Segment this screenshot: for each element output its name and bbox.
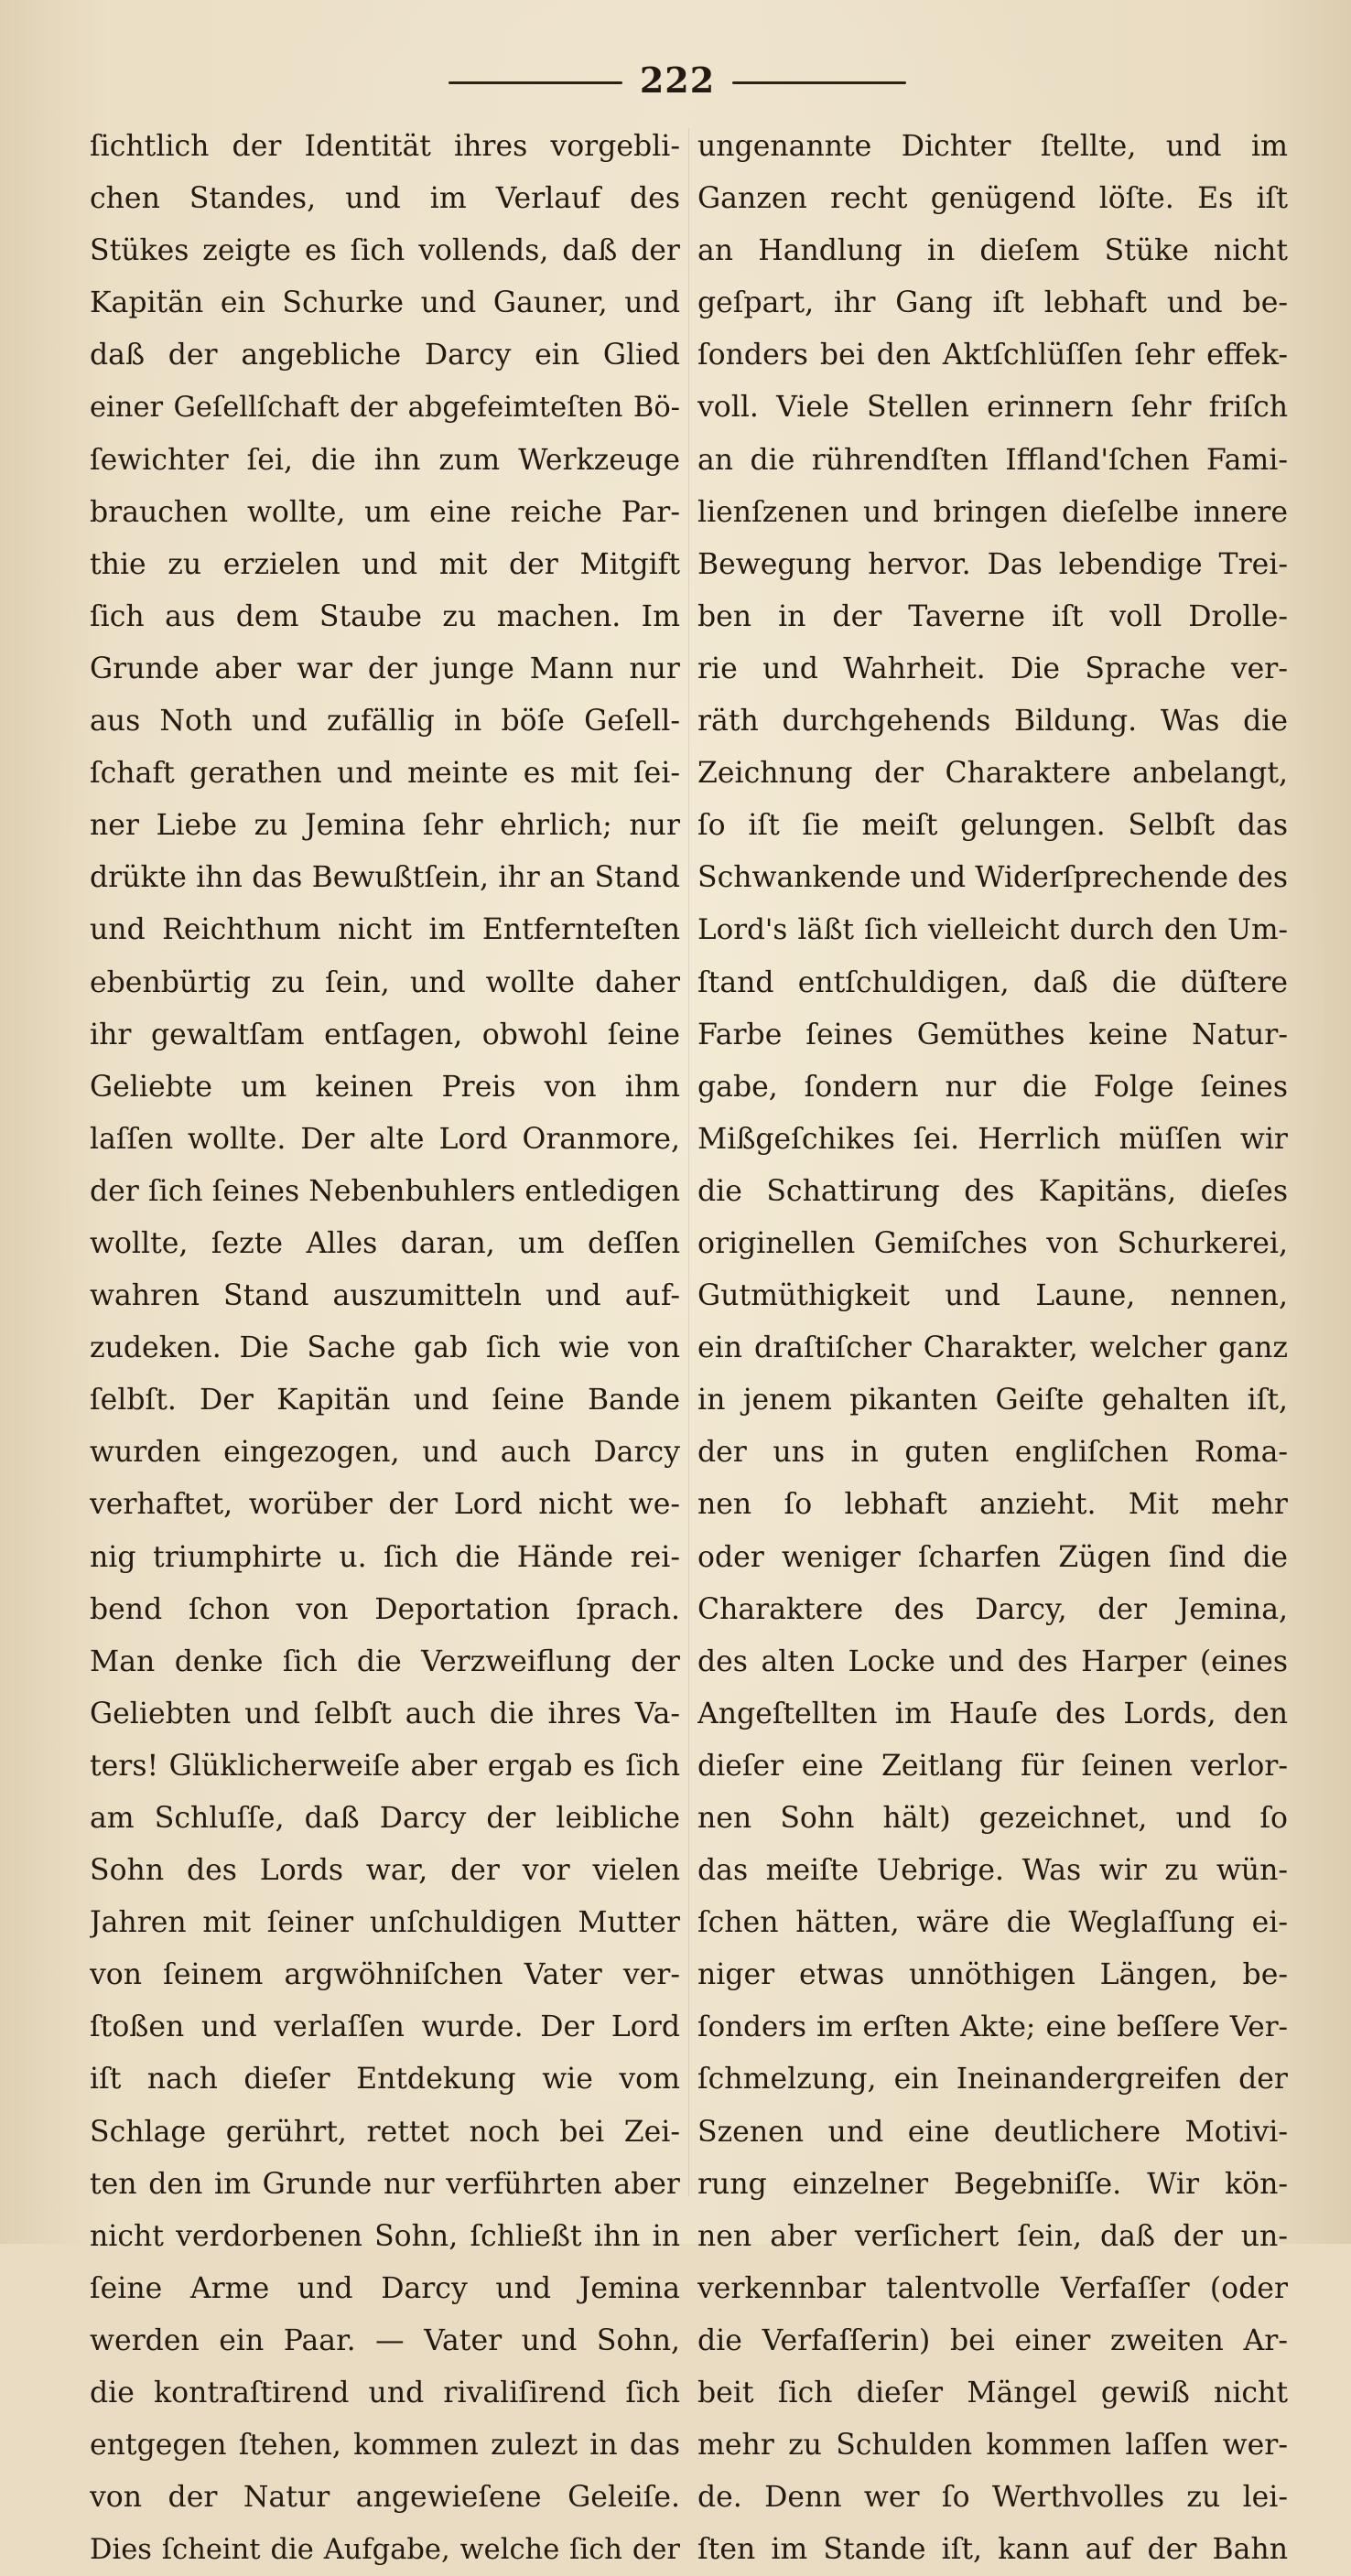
- text-line: dieſer eine Zeitlang für ſeinen verlor-: [697, 1749, 1288, 1783]
- text-line: beit ſich dieſer Mängel gewiß nicht: [697, 2377, 1288, 2410]
- text-line: räth durchgehends Bildung. Was die: [697, 705, 1288, 738]
- text-line: ſewichter ſei, die ihn zum Werkzeuge: [90, 443, 680, 477]
- text-line: Mißgeſchikes ſei. Herrlich müſſen wir: [697, 1122, 1288, 1156]
- text-line: aus Noth und zufällig in böſe Geſell-: [90, 705, 680, 738]
- text-line: Angeſtellten im Hauſe des Lords, den: [697, 1697, 1288, 1730]
- text-line: von der Natur angewieſene Geleiſe.: [90, 2481, 680, 2515]
- text-line: Sohn des Lords war, der vor vielen: [90, 1854, 680, 1888]
- text-line: ſten im Stande iſt, kann auf der Bahn: [697, 2533, 1288, 2567]
- text-line: Geliebten und ſelbſt auch die ihres Va-: [90, 1697, 680, 1730]
- text-line: ſchen hätten, wäre die Weglaſſung ei-: [697, 1906, 1288, 1940]
- text-line: ſchaft gerathen und meinte es mit ſei-: [90, 757, 680, 791]
- text-line: ſtand entſchuldigen, daß die düſtere: [697, 965, 1288, 999]
- text-line: lienſzenen und bringen dieſelbe innere: [697, 495, 1288, 529]
- text-line: Grunde aber war der junge Mann nur: [90, 652, 680, 685]
- text-line: mehr zu Schulden kommen laſſen wer-: [697, 2429, 1288, 2463]
- text-line: wahren Stand auszumitteln und auf-: [90, 1279, 680, 1313]
- text-line: und Reichthum nicht im Entfernteſten: [90, 913, 680, 947]
- text-line: ſonders im erſten Akte; eine beſſere Ver-: [697, 2010, 1288, 2044]
- text-line: Schwankende und Widerſprechende des: [697, 861, 1288, 895]
- text-line: wurden eingezogen, und auch Darcy: [90, 1436, 680, 1470]
- text-line: des alten Locke und des Harper (eines: [697, 1644, 1288, 1678]
- text-line: ebenbürtig zu ſein, und wollte daher: [90, 965, 680, 999]
- text-line: brauchen wollte, um eine reiche Par-: [90, 495, 680, 529]
- text-line: ſo iſt ſie meiſt gelungen. Selbſt das: [697, 809, 1288, 843]
- text-line: bend ſchon von Deportation ſprach.: [90, 1592, 680, 1626]
- text-line: nicht verdorbenen Sohn, ſchließt ihn in: [90, 2219, 680, 2253]
- text-line: daß der angebliche Darcy ein Glied: [90, 339, 680, 372]
- text-line: geſpart, ihr Gang iſt lebhaft und be-: [697, 286, 1288, 320]
- text-line: ſeine Arme und Darcy und Jemina: [90, 2271, 680, 2305]
- text-line: de. Denn wer ſo Werthvolles zu lei-: [697, 2481, 1288, 2515]
- text-line: der ſich ſeines Nebenbuhlers entledigen: [90, 1174, 680, 1208]
- text-line: gabe, ſondern nur die Folge ſeines: [697, 1070, 1288, 1104]
- text-line: die Schattirung des Kapitäns, dieſes: [697, 1174, 1288, 1208]
- text-line: Lord's läßt ſich vielleicht durch den Um-: [697, 913, 1288, 947]
- text-line: ters! Glüklicherweiſe aber ergab es ſich: [90, 1749, 680, 1783]
- text-line: ein draſtiſcher Charakter, welcher ganz: [697, 1331, 1288, 1365]
- text-line: Charaktere des Darcy, der Jemina,: [697, 1592, 1288, 1626]
- text-line: iſt nach dieſer Entdekung wie vom: [90, 2063, 680, 2096]
- text-line: die kontraſtirend und rivaliſirend ſich: [90, 2377, 680, 2410]
- text-line: einer Geſellſchaft der abgefeimteſten Bö-: [90, 392, 680, 425]
- text-line: niger etwas unnöthigen Längen, be-: [697, 1958, 1288, 1992]
- text-line: Dies ſcheint die Aufgabe, welche ſich der: [90, 2534, 680, 2567]
- column-divider: [688, 128, 689, 2196]
- text-line: thie zu erzielen und mit der Mitgift: [90, 547, 680, 581]
- text-line: Jahren mit ſeiner unſchuldigen Mutter: [90, 1906, 680, 1940]
- text-line: rung einzelner Begebniſſe. Wir kön-: [697, 2167, 1288, 2201]
- right-column: [697, 121, 1288, 2576]
- header-rule-right: [732, 81, 906, 84]
- text-line: ſichtlich der Identität ihres vorgebli-: [90, 130, 680, 163]
- text-line: werden ein Paar. — Vater und Sohn,: [90, 2323, 680, 2357]
- text-line: nen ſo lebhaft anzieht. Mit mehr: [697, 1488, 1288, 1522]
- text-line: Schlage gerührt, rettet noch bei Zei-: [90, 2115, 680, 2149]
- text-line: Farbe ſeines Gemüthes keine Natur-: [697, 1018, 1288, 1051]
- page-number: 222: [639, 59, 716, 101]
- text-line: nig triumphirte u. ſich die Hände rei-: [90, 1540, 680, 1574]
- text-line: ben in der Taverne iſt voll Drolle-: [697, 599, 1288, 633]
- left-column: [90, 121, 680, 2576]
- text-line: entgegen ſtehen, kommen zulezt in das: [90, 2429, 680, 2463]
- text-line: die Verfaſſerin) bei einer zweiten Ar-: [697, 2323, 1288, 2357]
- text-line: der uns in guten engliſchen Roma-: [697, 1436, 1288, 1470]
- text-line: rie und Wahrheit. Die Sprache ver-: [697, 652, 1288, 685]
- text-line: ihr gewaltſam entſagen, obwohl ſeine: [90, 1018, 680, 1051]
- text-line: ſich aus dem Staube zu machen. Im: [90, 599, 680, 633]
- text-line: nen Sohn hält) gezeichnet, und ſo: [697, 1802, 1288, 1835]
- text-line: wollte, ſezte Alles daran, um deſſen: [90, 1226, 680, 1260]
- text-line: laſſen wollte. Der alte Lord Oranmore,: [90, 1122, 680, 1156]
- text-line: ſchmelzung, ein Ineinandergreifen der: [697, 2063, 1288, 2096]
- text-line: an die rührendſten Iffland'ſchen Fami-: [697, 443, 1288, 477]
- text-line: Zeichnung der Charaktere anbelangt,: [697, 757, 1288, 791]
- text-line: ſelbſt. Der Kapitän und ſeine Bande: [90, 1384, 680, 1417]
- text-line: ungenannte Dichter ſtellte, und im: [697, 130, 1288, 163]
- text-line: an Handlung in dieſem Stüke nicht: [697, 234, 1288, 268]
- text-line: ten den im Grunde nur verführten aber: [90, 2167, 680, 2201]
- page-header: [449, 57, 906, 104]
- text-line: drükte ihn das Bewußtſein, ihr an Stand: [90, 861, 680, 895]
- text-line: Kapitän ein Schurke und Gauner, und: [90, 286, 680, 320]
- text-line: von ſeinem argwöhniſchen Vater ver-: [90, 1958, 680, 1992]
- text-line: ſonders bei den Aktſchlüſſen ſehr effek-: [697, 339, 1288, 372]
- text-line: oder weniger ſcharfen Zügen ſind die: [697, 1540, 1288, 1574]
- text-line: verkennbar talentvolle Verfaſſer (oder: [697, 2271, 1288, 2305]
- text-line: Ganzen recht genügend löſte. Es iſt: [697, 182, 1288, 216]
- text-line: ſtoßen und verlaſſen wurde. Der Lord: [90, 2010, 680, 2044]
- text-line: originellen Gemiſches von Schurkerei,: [697, 1226, 1288, 1260]
- text-line: zudeken. Die Sache gab ſich wie von: [90, 1331, 680, 1365]
- text-line: Stükes zeigte es ſich vollends, daß der: [90, 234, 680, 268]
- text-line: Szenen und eine deutlichere Motivi-: [697, 2115, 1288, 2149]
- text-line: am Schluſſe, daß Darcy der leibliche: [90, 1802, 680, 1835]
- text-line: das meiſte Uebrige. Was wir zu wün-: [697, 1854, 1288, 1888]
- text-line: nen aber verſichert ſein, daß der un-: [697, 2219, 1288, 2253]
- text-line: Man denke ſich die Verzweiflung der: [90, 1644, 680, 1678]
- text-line: chen Standes, und im Verlauf des: [90, 182, 680, 216]
- text-line: Geliebte um keinen Preis von ihm: [90, 1070, 680, 1104]
- text-line: Gutmüthigkeit und Laune, nennen,: [697, 1279, 1288, 1313]
- text-line: Bewegung hervor. Das lebendige Trei-: [697, 547, 1288, 581]
- text-line: voll. Viele Stellen erinnern ſehr friſch: [697, 391, 1288, 425]
- text-line: ner Liebe zu Jemina ſehr ehrlich; nur: [90, 809, 680, 843]
- text-line: in jenem pikanten Geiſte gehalten iſt,: [697, 1384, 1288, 1417]
- text-line: verhaftet, worüber der Lord nicht we-: [90, 1488, 680, 1522]
